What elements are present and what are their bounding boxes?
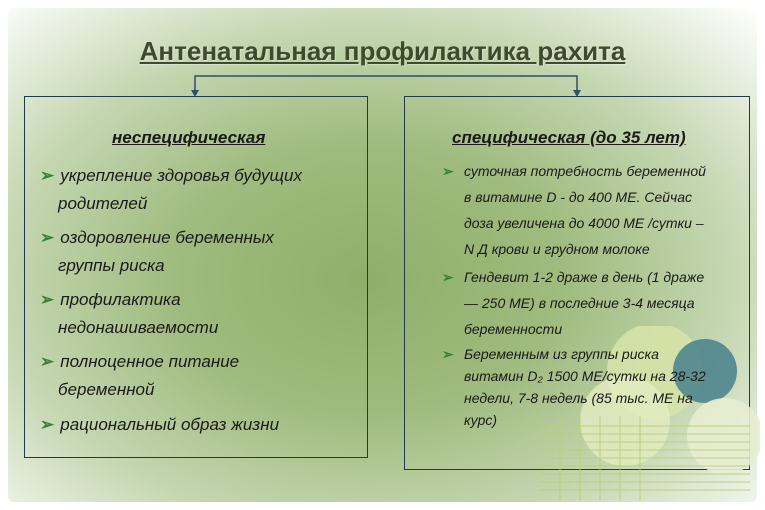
arrow-bullet-icon: ➢ xyxy=(40,166,55,185)
nonspecific-heading: неспецифическая xyxy=(112,128,266,147)
list-item: ➢ рациональный образ жизни xyxy=(40,415,280,434)
arrow-bullet-icon: ➢ xyxy=(442,346,454,362)
arrow-bullet-icon: ➢ xyxy=(442,163,454,179)
arrow-bullet-icon: ➢ xyxy=(40,228,55,247)
list-item: ➢ Беременным из группы риска витамин D₂ 1500 МЕ/сутки на 28-32 недели, 7-8 недель (85 тыс. МЕ на курс) xyxy=(442,343,752,431)
list-item: ➢ оздоровление беременных группы риска xyxy=(40,228,274,275)
arrow-bullet-icon: ➢ xyxy=(442,269,454,285)
arrow-bullet-icon: ➢ xyxy=(40,290,55,309)
page-title: Антенатальная профилактика рахита xyxy=(139,36,626,66)
list-item: ➢ суточная потребность беременной в витамине D - до 400 МЕ. Сейчас доза увеличена до 4000 МЕ /сутки – N Д крови и грудном молоке xyxy=(442,158,752,262)
list-item: ➢ профилактика недонашиваемости xyxy=(40,290,219,337)
arrow-bullet-icon: ➢ xyxy=(40,415,55,434)
specific-heading: специфическая (до 35 лет) xyxy=(452,128,686,147)
bracket-connector xyxy=(0,0,765,100)
list-item: ➢ Гендевит 1-2 драже в день (1 драже — 250 МЕ) в последние 3-4 месяца беременности xyxy=(442,264,752,342)
list-item: ➢ укрепление здоровья будущих родителей xyxy=(40,166,302,213)
list-item: ➢ полноценное питание беременной xyxy=(40,352,240,399)
arrow-bullet-icon: ➢ xyxy=(40,352,55,371)
